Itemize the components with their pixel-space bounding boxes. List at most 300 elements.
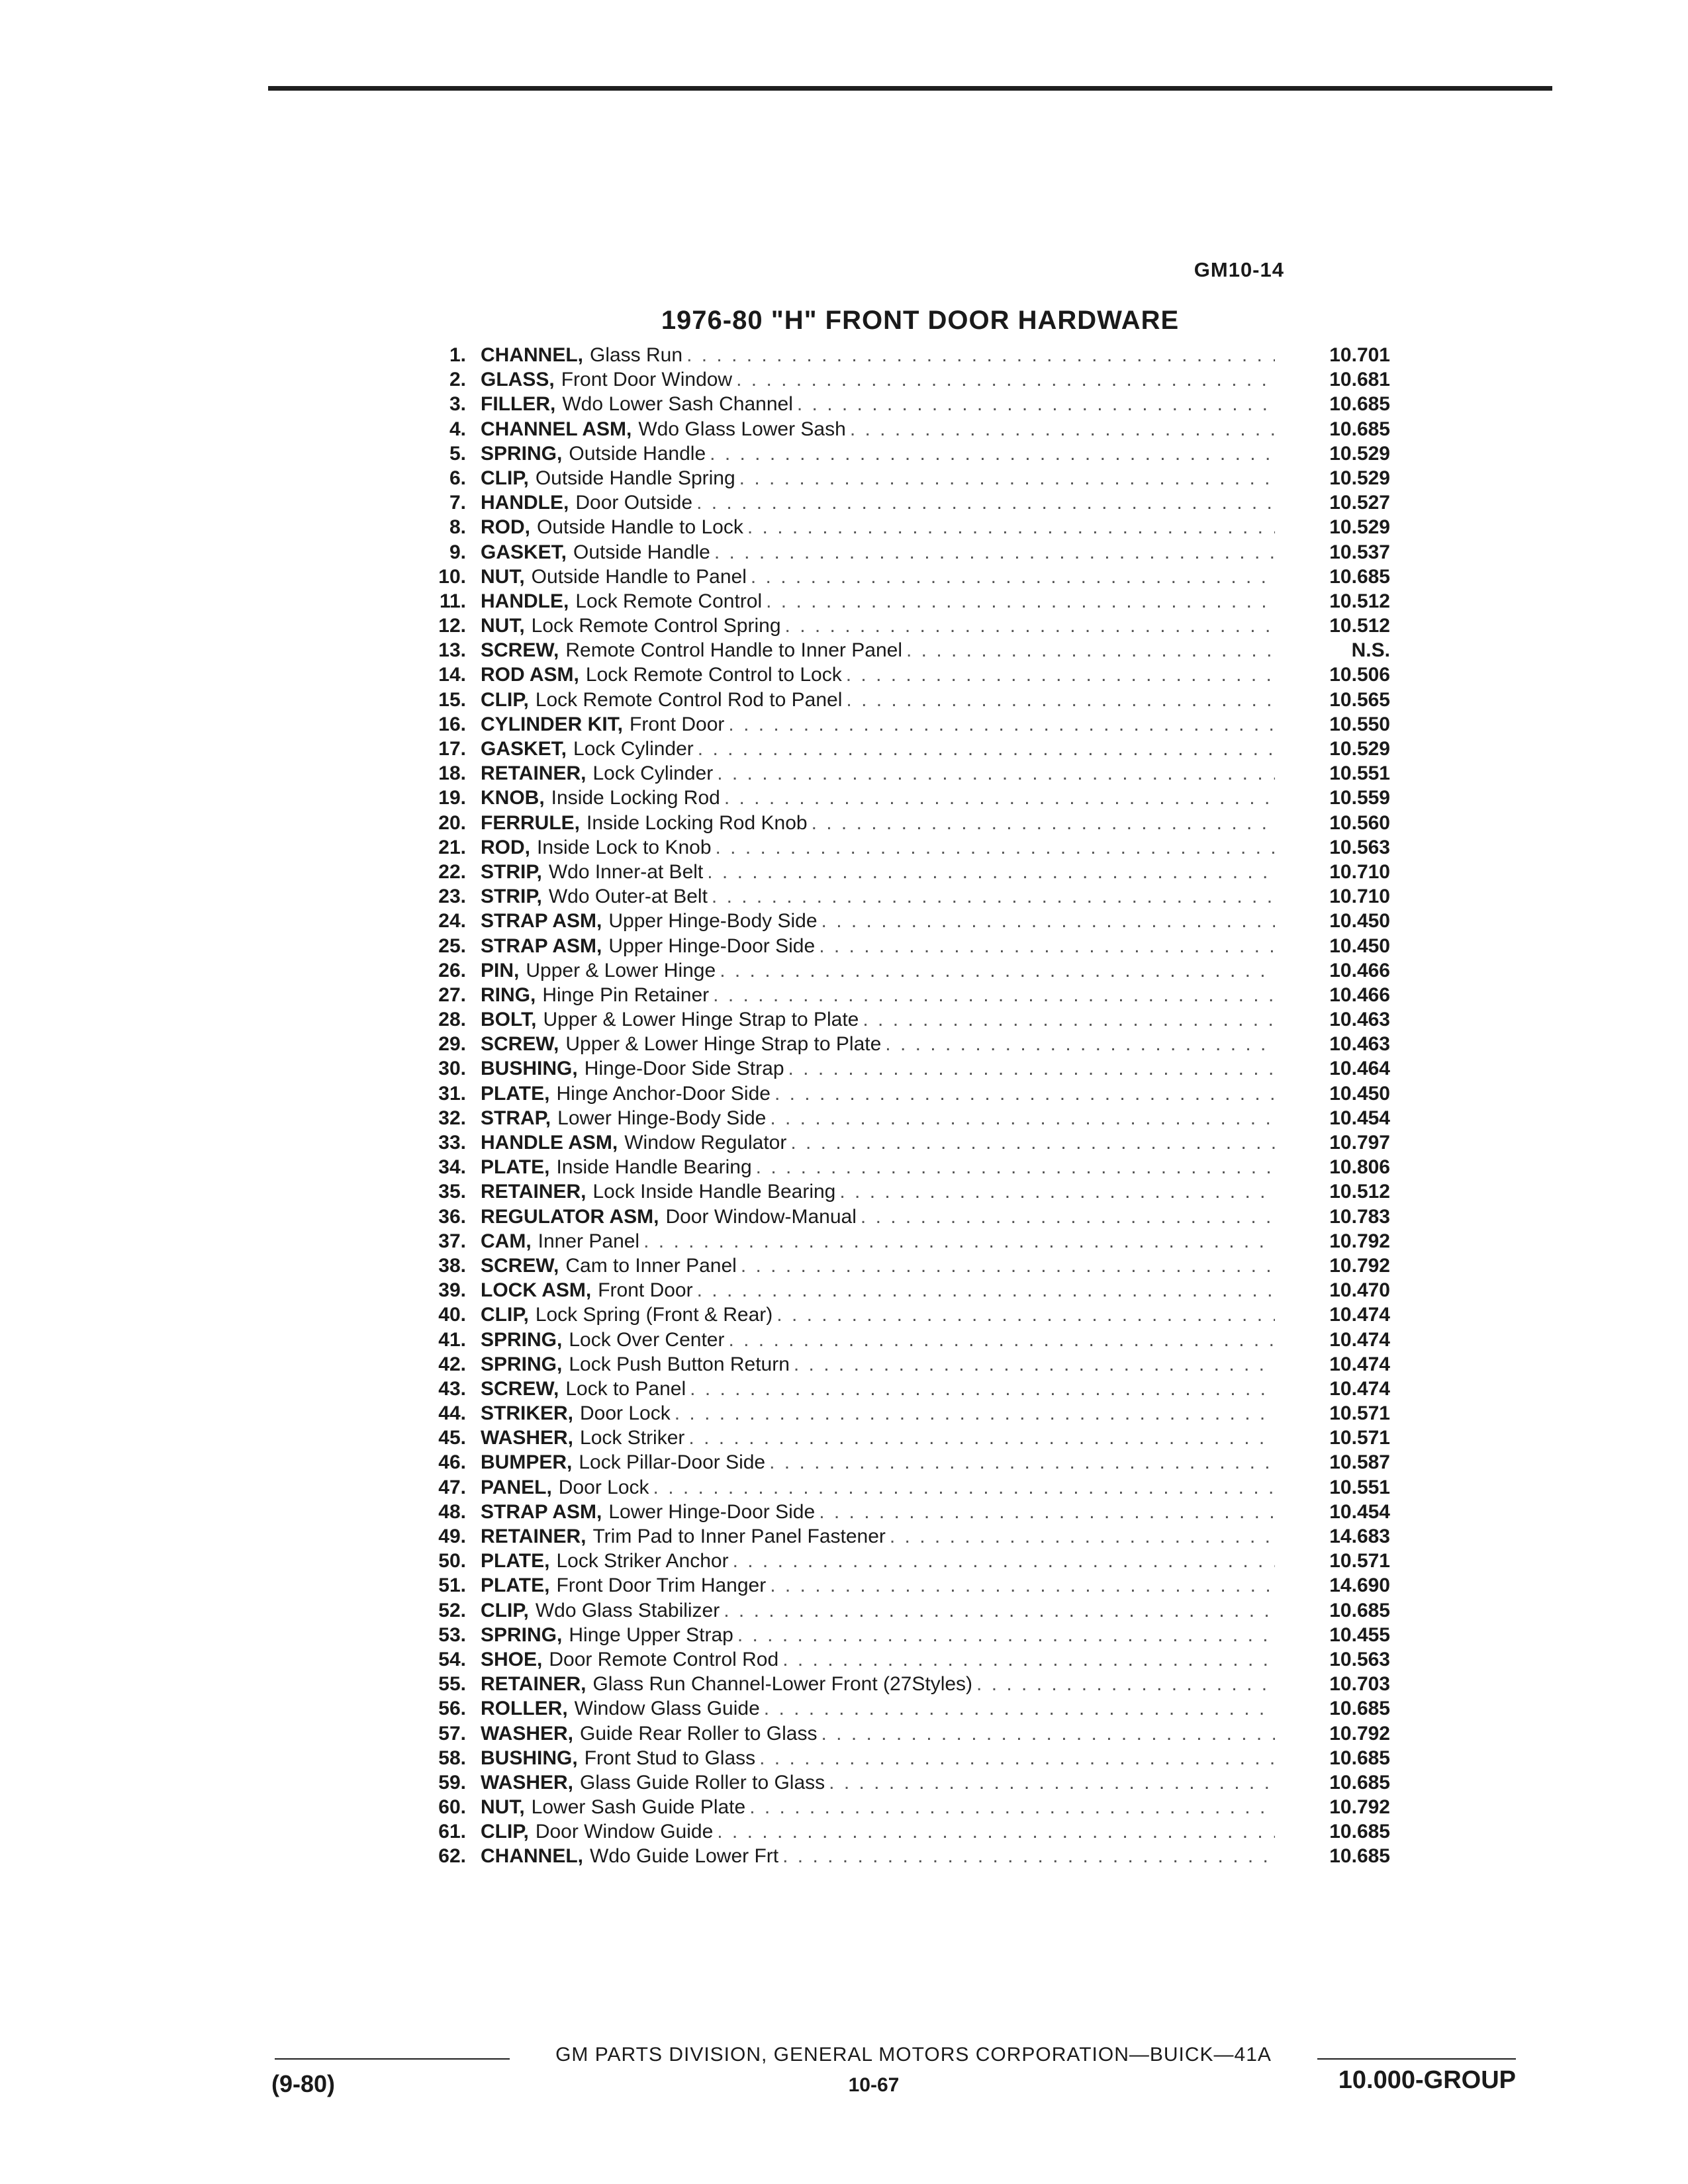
part-group-number: 10.474 [1329, 1328, 1390, 1351]
part-number: 61. [438, 1821, 466, 1843]
part-group-number: 10.454 [1329, 1500, 1390, 1523]
part-detail: Wdo Inner-at Belt [548, 860, 704, 883]
part-row [410, 1821, 1403, 1845]
part-number: 45. [438, 1427, 466, 1449]
part-row [410, 812, 1403, 837]
part-detail: Door Remote Control Rod [549, 1648, 779, 1670]
part-detail: Remote Control Handle to Inner Panel [565, 639, 902, 662]
part-group-number: 10.587 [1329, 1451, 1390, 1474]
part-name: PLATE, [481, 1156, 550, 1179]
part-detail: Lock Remote Control Spring [531, 615, 781, 637]
part-group-number: 10.685 [1329, 1747, 1390, 1769]
part-detail: Upper & Lower Hinge Strap to Plate [565, 1033, 882, 1056]
part-name: CLIP, [481, 1821, 529, 1843]
part-name: HANDLE, [481, 492, 569, 514]
part-description [481, 812, 1275, 835]
part-detail: Inside Lock to Knob [537, 836, 712, 858]
part-number: 51. [438, 1574, 466, 1597]
part-number: 57. [438, 1722, 466, 1745]
part-detail: Inside Handle Bearing [556, 1156, 752, 1179]
dot-leader [861, 1206, 1275, 1228]
part-detail: Lock Push Button Return [569, 1353, 790, 1375]
part-description [481, 837, 1275, 859]
part-group-number: 10.565 [1329, 688, 1390, 711]
part-row [410, 1353, 1403, 1378]
part-row [410, 1624, 1403, 1649]
part-group-number: 10.792 [1329, 1230, 1390, 1252]
part-row [410, 910, 1403, 934]
part-row [410, 1451, 1403, 1476]
part-description [481, 1451, 1275, 1474]
part-name: NUT, [481, 615, 525, 637]
part-detail: Inner Panel [538, 1230, 640, 1252]
part-number: 3. [449, 393, 466, 416]
dot-leader [696, 492, 1275, 514]
part-detail: Hinge Anchor-Door Side [556, 1082, 771, 1105]
part-group-number: 14.683 [1329, 1525, 1390, 1547]
part-detail: Outside Handle to Lock [537, 516, 743, 539]
part-row [410, 787, 1403, 811]
part-detail: Front Door Trim Hanger [556, 1574, 767, 1597]
part-number: 52. [438, 1599, 466, 1621]
dot-leader [890, 1525, 1275, 1548]
part-name: RETAINER, [481, 1673, 586, 1696]
dot-leader [782, 1845, 1275, 1868]
part-detail: Hinge Upper Strap [569, 1623, 733, 1646]
part-name: PLATE, [481, 1574, 550, 1597]
part-number: 33. [438, 1132, 466, 1154]
part-row [410, 1230, 1403, 1255]
dot-leader [717, 762, 1275, 785]
part-row [410, 1033, 1403, 1058]
part-description [481, 689, 1275, 711]
part-name: STRAP ASM, [481, 1500, 602, 1523]
part-group-number: 14.690 [1329, 1574, 1390, 1597]
part-number: 32. [438, 1107, 466, 1129]
part-detail: Lock Cylinder [573, 738, 694, 760]
part-row [410, 1723, 1403, 1747]
part-name: RETAINER, [481, 762, 586, 785]
part-description [481, 738, 1275, 760]
part-description [481, 1427, 1275, 1449]
part-group-number: 10.551 [1329, 762, 1390, 785]
part-description [481, 713, 1275, 736]
part-description [481, 886, 1275, 908]
footer-group: 10.000-GROUP [1338, 2066, 1516, 2094]
dot-leader [976, 1673, 1275, 1696]
part-number: 17. [438, 738, 466, 760]
part-row [410, 1501, 1403, 1525]
part-row [410, 738, 1403, 762]
dot-leader [714, 541, 1275, 564]
part-row [410, 369, 1403, 393]
part-name: CHANNEL, [481, 1845, 583, 1868]
dot-leader [747, 516, 1275, 539]
part-group-number: 10.685 [1329, 1698, 1390, 1720]
part-group-number: 10.563 [1329, 1648, 1390, 1670]
part-detail: Wdo Glass Lower Sash [638, 418, 846, 440]
part-group-number: 10.571 [1329, 1402, 1390, 1425]
part-name: STRAP ASM, [481, 910, 602, 933]
part-group-number: 10.681 [1329, 369, 1390, 391]
part-name: PLATE, [481, 1082, 550, 1105]
part-group-number: 10.685 [1329, 1821, 1390, 1843]
dot-leader [686, 344, 1275, 367]
part-description [481, 566, 1275, 588]
part-group-number: 10.529 [1329, 467, 1390, 489]
part-number: 8. [449, 516, 466, 539]
footer-rule-right [1317, 2058, 1516, 2060]
part-description [481, 787, 1275, 809]
part-detail: Wdo Guide Lower Frt [590, 1845, 779, 1868]
part-group-number: 10.464 [1329, 1058, 1390, 1080]
part-group-number: 10.512 [1329, 1181, 1390, 1203]
part-number: 12. [438, 615, 466, 637]
part-name: WASHER, [481, 1722, 574, 1745]
part-number: 10. [438, 565, 466, 588]
part-row [410, 664, 1403, 688]
part-number: 25. [438, 934, 466, 957]
part-detail: Inside Locking Rod Knob [586, 811, 808, 834]
part-group-number: 10.806 [1329, 1156, 1390, 1179]
dot-leader [713, 984, 1275, 1007]
dot-leader [846, 664, 1275, 686]
part-number: 46. [438, 1451, 466, 1474]
part-row [410, 639, 1403, 664]
part-name: SCREW, [481, 1377, 559, 1400]
dot-leader [812, 812, 1275, 835]
part-description [481, 443, 1275, 465]
part-row [410, 1673, 1403, 1698]
dot-leader [716, 837, 1275, 859]
dot-leader [819, 935, 1275, 958]
dot-leader [819, 1501, 1275, 1524]
part-detail: Door Lock [580, 1402, 671, 1425]
part-row [410, 566, 1403, 590]
part-name: BUMPER, [481, 1451, 573, 1474]
dot-leader [710, 443, 1275, 465]
part-description [481, 1329, 1275, 1351]
part-description [481, 1206, 1275, 1228]
part-group-number: 10.792 [1329, 1254, 1390, 1277]
part-description [481, 1083, 1275, 1105]
dot-leader [698, 738, 1275, 760]
dot-leader [821, 1723, 1276, 1745]
part-detail: Outside Handle [573, 541, 710, 563]
part-name: NUT, [481, 565, 525, 588]
part-group-number: 10.710 [1329, 860, 1390, 883]
part-detail: Upper Hinge-Body Side [608, 910, 818, 933]
dot-leader [788, 1058, 1275, 1080]
part-detail: Door Lock [558, 1476, 649, 1498]
part-description [481, 1181, 1275, 1203]
part-row [410, 1649, 1403, 1673]
part-detail: Outside Handle Spring [535, 467, 735, 489]
footer-date: (9-80) [271, 2070, 336, 2097]
part-description [481, 1132, 1275, 1154]
part-row [410, 541, 1403, 566]
part-name: SPRING, [481, 1353, 563, 1375]
part-group-number: 10.551 [1329, 1476, 1390, 1498]
part-group-number: 10.454 [1329, 1107, 1390, 1129]
part-detail: Glass Run [590, 344, 683, 366]
part-name: CLIP, [481, 1304, 529, 1326]
dot-leader [688, 1427, 1275, 1449]
part-detail: Cam to Inner Panel [565, 1254, 737, 1277]
part-group-number: 10.685 [1329, 393, 1390, 416]
document-code: GM10-14 [1194, 258, 1284, 281]
part-group-number: 10.466 [1329, 959, 1390, 981]
part-name: FILLER, [481, 393, 556, 416]
part-name: SCREW, [481, 1033, 559, 1056]
part-row [410, 984, 1403, 1009]
part-name: REGULATOR ASM, [481, 1205, 659, 1228]
part-detail: Glass Guide Roller to Glass [580, 1771, 825, 1794]
part-detail: Front Door [630, 713, 725, 735]
part-name: GASKET, [481, 541, 567, 563]
part-group-number: N.S. [1351, 639, 1390, 662]
part-description [481, 516, 1275, 539]
dot-leader [739, 467, 1275, 490]
part-row [410, 837, 1403, 861]
part-number: 4. [449, 418, 466, 440]
part-group-number: 10.512 [1329, 615, 1390, 637]
part-name: STRIP, [481, 886, 542, 908]
part-row [410, 590, 1403, 615]
part-description [481, 1747, 1275, 1770]
part-number: 20. [438, 811, 466, 834]
part-detail: Hinge Pin Retainer [542, 983, 710, 1006]
part-group-number: 10.463 [1329, 1009, 1390, 1031]
dot-leader [741, 1255, 1275, 1277]
part-description [481, 541, 1275, 564]
part-row [410, 1083, 1403, 1107]
part-group-number: 10.450 [1329, 910, 1390, 933]
part-name: STRIKER, [481, 1402, 574, 1425]
part-description [481, 1698, 1275, 1720]
part-group-number: 10.559 [1329, 787, 1390, 809]
part-description [481, 1230, 1275, 1253]
part-description [481, 1600, 1275, 1622]
part-description [481, 369, 1275, 391]
part-group-number: 10.571 [1329, 1550, 1390, 1572]
part-detail: Upper & Lower Hinge [526, 959, 716, 981]
part-name: CLIP, [481, 1599, 529, 1621]
part-name: WASHER, [481, 1427, 574, 1449]
dot-leader [906, 639, 1275, 662]
part-number: 16. [438, 713, 466, 735]
dot-leader [863, 1009, 1275, 1031]
part-name: BUSHING, [481, 1058, 578, 1080]
part-name: KNOB, [481, 787, 545, 809]
part-name: GLASS, [481, 369, 555, 391]
dot-leader [759, 1747, 1275, 1770]
part-group-number: 10.571 [1329, 1427, 1390, 1449]
part-group-number: 10.529 [1329, 738, 1390, 760]
part-row [410, 615, 1403, 639]
part-number: 13. [438, 639, 466, 662]
part-detail: Wdo Lower Sash Channel [562, 393, 793, 416]
part-number: 59. [438, 1771, 466, 1794]
part-group-number: 10.685 [1329, 1599, 1390, 1621]
part-detail: Glass Run Channel-Lower Front (27Styles) [592, 1673, 973, 1696]
part-description [481, 960, 1275, 982]
part-detail: Door Outside [575, 492, 693, 514]
part-name: CHANNEL, [481, 344, 583, 366]
part-number: 53. [438, 1623, 466, 1646]
part-name: WASHER, [481, 1771, 574, 1794]
part-number: 48. [438, 1500, 466, 1523]
part-number: 27. [438, 983, 466, 1006]
part-row [410, 467, 1403, 492]
part-name: ROD, [481, 836, 530, 858]
part-number: 22. [438, 860, 466, 883]
part-number: 36. [438, 1205, 466, 1228]
dot-leader [707, 861, 1275, 884]
dot-leader [724, 787, 1275, 809]
part-description [481, 1624, 1275, 1647]
part-name: RETAINER, [481, 1525, 586, 1547]
part-detail: Hinge-Door Side Strap [584, 1058, 784, 1080]
part-group-number: 10.685 [1329, 418, 1390, 440]
part-description [481, 1304, 1275, 1326]
part-number: 29. [438, 1033, 466, 1056]
part-description [481, 393, 1275, 416]
part-description [481, 1353, 1275, 1376]
part-number: 24. [438, 910, 466, 933]
part-number: 9. [449, 541, 466, 563]
part-description [481, 615, 1275, 637]
part-group-number: 10.685 [1329, 1771, 1390, 1794]
part-row [410, 492, 1403, 516]
part-row [410, 1574, 1403, 1599]
part-group-number: 10.529 [1329, 516, 1390, 539]
part-description [481, 1156, 1275, 1179]
dot-leader [766, 590, 1275, 613]
part-group-number: 10.506 [1329, 664, 1390, 686]
part-row [410, 886, 1403, 910]
part-detail: Lock Remote Control to Lock [585, 664, 842, 686]
part-description [481, 910, 1275, 933]
part-row [410, 1600, 1403, 1624]
page-title: 1976-80 "H" FRONT DOOR HARDWARE [661, 306, 1180, 335]
dot-leader [690, 1378, 1275, 1400]
part-row [410, 1279, 1403, 1304]
part-number: 15. [438, 688, 466, 711]
part-number: 35. [438, 1181, 466, 1203]
dot-leader [770, 1574, 1275, 1597]
dot-leader [712, 886, 1275, 908]
dot-leader [737, 1624, 1275, 1647]
part-description [481, 1279, 1275, 1302]
part-name: CYLINDER KIT, [481, 713, 624, 735]
part-name: HANDLE, [481, 590, 569, 612]
dot-leader [846, 689, 1275, 711]
dot-leader [653, 1477, 1275, 1499]
part-name: BUSHING, [481, 1747, 578, 1769]
dot-leader [720, 960, 1275, 982]
part-row [410, 1550, 1403, 1574]
part-row [410, 1772, 1403, 1796]
dot-leader [790, 1132, 1275, 1154]
part-detail: Door Window-Manual [665, 1205, 857, 1228]
part-group-number: 10.685 [1329, 1845, 1390, 1868]
part-detail: Lock Inside Handle Bearing [592, 1181, 836, 1203]
part-group-number: 10.512 [1329, 590, 1390, 612]
top-rule [268, 86, 1552, 91]
part-number: 49. [438, 1525, 466, 1547]
dot-leader [782, 1649, 1275, 1671]
part-description [481, 861, 1275, 884]
part-detail: Front Stud to Glass [584, 1747, 756, 1769]
part-row [410, 1747, 1403, 1772]
part-number: 2. [449, 369, 466, 391]
part-row [410, 1009, 1403, 1033]
part-number: 19. [438, 787, 466, 809]
part-group-number: 10.703 [1329, 1673, 1390, 1696]
part-detail: Lock Over Center [569, 1328, 725, 1351]
part-number: 42. [438, 1353, 466, 1375]
part-group-number: 10.450 [1329, 1082, 1390, 1105]
part-row [410, 1058, 1403, 1082]
part-number: 14. [438, 664, 466, 686]
part-name: SPRING, [481, 1623, 563, 1646]
dot-leader [728, 1329, 1275, 1351]
part-row [410, 1525, 1403, 1550]
part-row [410, 1132, 1403, 1156]
dot-leader [797, 393, 1275, 416]
part-description [481, 935, 1275, 958]
part-detail: Front Door [598, 1279, 693, 1302]
part-description [481, 418, 1275, 441]
part-number: 1. [449, 344, 466, 366]
part-name: CLIP, [481, 688, 529, 711]
part-row [410, 713, 1403, 738]
part-row [410, 1845, 1403, 1870]
part-detail: Guide Rear Roller to Glass [580, 1722, 818, 1745]
part-description [481, 344, 1275, 367]
dot-leader [643, 1230, 1275, 1253]
dot-leader [728, 713, 1275, 736]
part-group-number: 10.474 [1329, 1377, 1390, 1400]
part-name: STRAP, [481, 1107, 551, 1129]
footer-rule-left [275, 2058, 510, 2060]
part-name: GASKET, [481, 738, 567, 760]
part-number: 37. [438, 1230, 466, 1252]
part-detail: Outside Handle to Panel [531, 565, 747, 588]
part-group-number: 10.710 [1329, 886, 1390, 908]
part-number: 38. [438, 1254, 466, 1277]
part-detail: Trim Pad to Inner Panel Fastener [592, 1525, 886, 1547]
part-description [481, 1378, 1275, 1400]
part-row [410, 418, 1403, 443]
part-number: 5. [449, 442, 466, 465]
part-number: 31. [438, 1082, 466, 1105]
part-detail: Lock Remote Control Rod to Panel [535, 688, 843, 711]
part-detail: Window Glass Guide [574, 1698, 760, 1720]
part-detail: Upper Hinge-Door Side [608, 934, 816, 957]
footer-corporation: GM PARTS DIVISION, GENERAL MOTORS CORPORATION—BUICK—41A [555, 2044, 1272, 2066]
part-number: 18. [438, 762, 466, 785]
part-group-number: 10.527 [1329, 492, 1390, 514]
part-row [410, 1156, 1403, 1181]
part-name: STRIP, [481, 860, 542, 883]
part-group-number: 10.474 [1329, 1353, 1390, 1375]
part-group-number: 10.797 [1329, 1132, 1390, 1154]
part-name: BOLT, [481, 1009, 537, 1031]
part-number: 62. [438, 1845, 466, 1868]
part-row [410, 443, 1403, 467]
